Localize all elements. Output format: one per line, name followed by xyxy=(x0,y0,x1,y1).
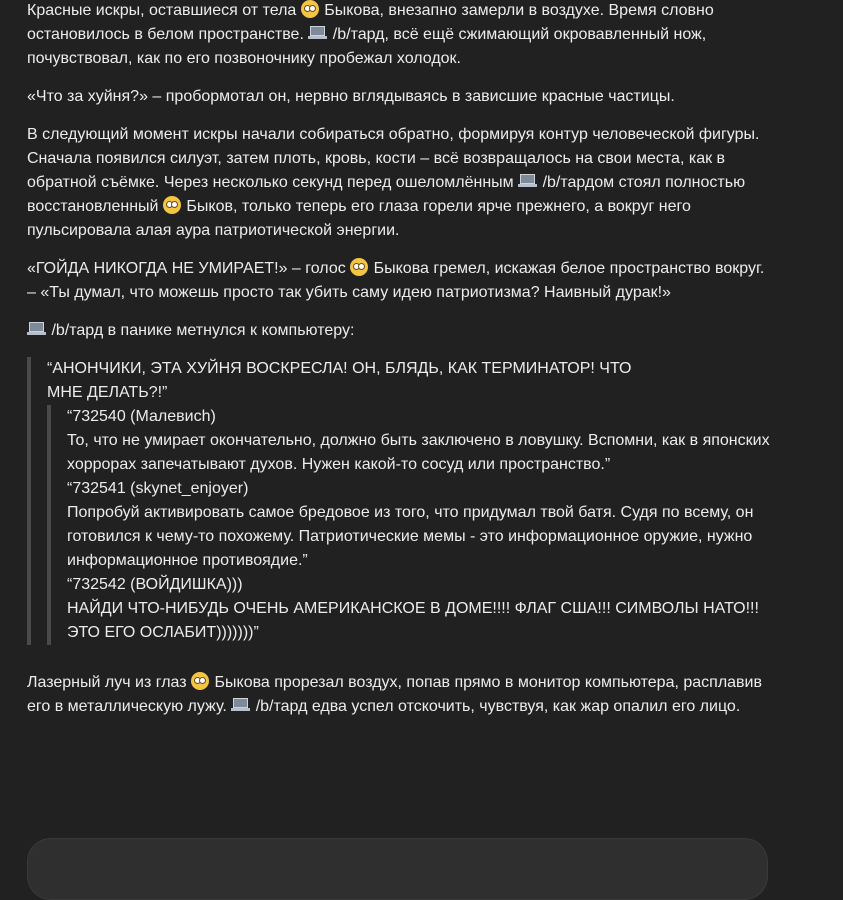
reply-header: “732541 (skynet_enjoyer) xyxy=(67,480,249,497)
paragraph-text: /b/тард, всё ещё сжимающий окровавленный нож, почувствовал, как по его позвоночнику пробежал холодок. xyxy=(27,26,707,67)
nested-quote-reply xyxy=(47,405,772,477)
face-with-monocle-icon xyxy=(191,672,209,690)
laptop-icon xyxy=(231,698,250,712)
paragraph-3 xyxy=(27,123,772,243)
quote-text: “АНОНЧИКИ, ЭТА ХУЙНЯ ВОСКРЕСЛА! ОН, БЛЯДЬ, КАК ТЕРМИНАТОР! ЧТО МНЕ ДЕЛАТЬ?!” xyxy=(47,360,632,401)
message-content xyxy=(27,0,772,733)
reply-body: То, что не умирает окончательно, должно быть заключено в ловушку. Вспомни, как в японских хоррорах запечатывают духов. Нужен какой-то сосуд или пространство.” xyxy=(67,432,770,473)
laptop-icon xyxy=(27,322,46,336)
paragraph-text: Быкова прорезал воздух, попав прямо в монитор компьютера, расплавив его в металлическую лужу. xyxy=(27,674,762,715)
paragraph-text: «ГОЙДА НИКОГДА НЕ УМИРАЕТ!» – голос xyxy=(27,260,346,277)
face-with-monocle-icon xyxy=(301,0,319,18)
paragraph-text: /b/тард едва успел отскочить, чувствуя, как жар опалил его лицо. xyxy=(255,698,741,715)
laptop-icon xyxy=(308,26,327,40)
blockquote-post xyxy=(27,357,772,645)
face-with-monocle-icon xyxy=(163,196,181,214)
paragraph-5 xyxy=(27,319,772,343)
face-with-monocle-icon xyxy=(350,258,368,276)
reply-header: “732542 (ВОЙДИШКА))) xyxy=(67,576,243,593)
paragraph-text: Быкова, внезапно замерли в воздухе. Время словно остановилось в белом пространстве. xyxy=(27,2,714,43)
paragraph-text: /b/тард в панике метнулся к компьютеру: xyxy=(51,322,355,339)
message-composer[interactable] xyxy=(27,838,768,900)
reply-body: Попробуй активировать самое бредовое из того, что придумал твой батя. Судя по всему, он готовился к чему-то похожему. Патриотические мемы - это информационное оружие, нужно информационное противоядие.” xyxy=(67,504,754,569)
nested-quote-reply xyxy=(47,477,772,573)
nested-quote-reply xyxy=(47,573,772,645)
laptop-icon xyxy=(518,174,537,188)
paragraph-text: В следующий момент искры начали собираться обратно, формируя контур человеческой фигуры. Сначала появился силуэт, затем плоть, кровь, кости – всё возвращалось на свои места, как в обратной съёмке. Через несколько секунд перед ошеломлённым xyxy=(27,126,760,191)
paragraph-6 xyxy=(27,671,772,719)
reply-body: НАЙДИ ЧТО-НИБУДЬ ОЧЕНЬ АМЕРИКАНСКОЕ В ДОМЕ!!!! ФЛАГ США!!! СИМВОЛЫ НАТО!!! ЭТО ЕГО ОСЛАБИТ)))))))” xyxy=(67,600,759,641)
paragraph-text: /b/тардом стоял полностью восстановленный xyxy=(27,174,746,215)
paragraph-4 xyxy=(27,257,772,305)
paragraph-text: Быкова гремел, искажая белое пространство вокруг. – «Ты думал, что можешь просто так убить саму идею патриотизма? Наивный дурак!» xyxy=(27,260,765,301)
paragraph-1 xyxy=(27,0,772,71)
paragraph-text: Быков, только теперь его глаза горели ярче прежнего, а вокруг него пульсировала алая аура патриотической энергии. xyxy=(27,198,691,239)
paragraph-text: Лазерный луч из глаз xyxy=(27,674,187,691)
paragraph-text: Красные искры, оставшиеся от тела xyxy=(27,2,297,19)
reply-header: “732540 (Малевиch) xyxy=(67,408,216,425)
paragraph-2: «Что за хуйня?» – пробормотал он, нервно вглядываясь в зависшие красные частицы. xyxy=(27,88,675,105)
